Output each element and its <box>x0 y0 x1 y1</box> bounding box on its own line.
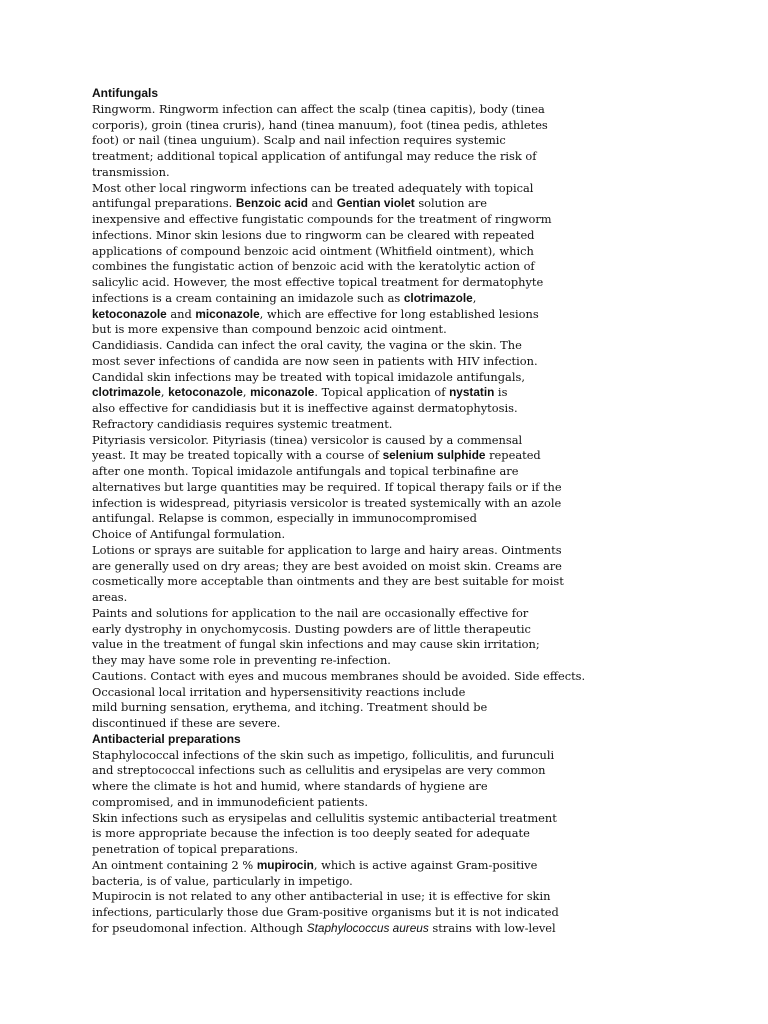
text-segment: penetration of topical preparations. <box>92 842 299 856</box>
text-line <box>92 889 652 905</box>
text-line <box>92 275 652 291</box>
text-line <box>92 716 652 732</box>
text-line <box>92 921 652 937</box>
drug-name: Gentian violet <box>336 196 415 211</box>
text-segment: value in the treatment of fungal skin infections and may cause skin irritation; <box>92 637 540 652</box>
text-line <box>92 385 652 401</box>
drug-name: miconazole <box>250 385 315 400</box>
text-line <box>92 118 652 134</box>
text-segment: yeast. It may be treated topically with a course of <box>92 448 383 463</box>
text-line <box>92 496 652 512</box>
text-segment: and <box>166 306 196 321</box>
text-line <box>92 527 652 543</box>
text-line <box>92 606 652 622</box>
text-line <box>92 622 652 638</box>
text-segment: Cautions. Contact with eyes and mucous membranes should be avoided. Side effects. <box>92 668 586 683</box>
text-segment: . Topical application of <box>314 385 450 400</box>
text-line <box>92 826 652 842</box>
text-segment: solution are <box>414 196 488 211</box>
text-segment: corporis), groin (tinea cruris), hand (tinea manuum), foot (tinea pedis, athletes <box>92 117 548 132</box>
text-segment: they may have some role in preventing re-infection. <box>92 653 391 667</box>
heading-text: Antifungals <box>92 86 158 100</box>
text-segment: areas. <box>92 590 128 604</box>
text-line <box>92 543 652 559</box>
section-heading <box>92 732 652 748</box>
text-segment: infection is widespread, pityriasis versicolor is treated systemically with an azole <box>92 495 562 510</box>
text-line <box>92 322 652 338</box>
text-line <box>92 259 652 275</box>
text-segment: , <box>160 385 169 400</box>
text-segment: antifungal preparations. <box>92 196 236 211</box>
text-line <box>92 669 652 685</box>
drug-name: miconazole <box>195 306 260 321</box>
text-segment: Skin infections such as erysipelas and cellulitis systemic antibacterial treatment <box>92 810 557 825</box>
text-line <box>92 133 652 149</box>
text-line <box>92 748 652 764</box>
text-line <box>92 181 652 197</box>
text-segment: , <box>472 290 477 305</box>
text-line <box>92 196 652 212</box>
text-segment: Most other local ringworm infections can be treated adequately with topical <box>92 180 534 195</box>
text-line <box>92 858 652 874</box>
drug-name: mupirocin <box>256 857 314 872</box>
text-segment: Lotions or sprays are suitable for application to large and hairy areas. Ointments <box>92 542 562 557</box>
text-segment: early dystrophy in onychomycosis. Dusting powders are of little therapeutic <box>92 621 531 636</box>
text-line <box>92 559 652 575</box>
document-page <box>92 86 652 937</box>
text-segment: bacteria, is of value, particularly in impetigo. <box>92 873 353 888</box>
text-line <box>92 795 652 811</box>
text-segment: treatment; additional topical application of antifungal may reduce the risk of <box>92 149 537 163</box>
text-line <box>92 685 652 701</box>
text-segment: compromised, and in immunodeficient patients. <box>92 794 368 809</box>
text-line <box>92 763 652 779</box>
text-line <box>92 574 652 590</box>
text-line <box>92 433 652 449</box>
text-segment: infections, particularly those due Gram-positive organisms but it is not indicated <box>92 905 559 919</box>
text-segment: , <box>242 385 251 400</box>
drug-name: clotrimazole <box>403 290 473 305</box>
text-segment: foot) or nail (tinea unguium). Scalp and nail infection requires systemic <box>92 133 506 148</box>
text-segment: Candidal skin infections may be treated with topical imidazole antifungals, <box>92 369 525 384</box>
text-line <box>92 149 652 165</box>
text-segment: after one month. Topical imidazole antifungals and topical terbinafine are <box>92 464 519 478</box>
text-line <box>92 511 652 527</box>
text-segment: alternatives but large quantities may be required. If topical therapy fails or if the <box>92 479 562 494</box>
drug-name: nystatin <box>449 385 495 400</box>
text-segment: An ointment containing 2 % <box>92 857 257 872</box>
text-segment: Mupirocin is not related to any other antibacterial in use; it is effective for skin <box>92 889 551 904</box>
text-segment: combines the fungistatic action of benzoic acid with the keratolytic action of <box>92 259 535 274</box>
text-line <box>92 464 652 480</box>
text-line <box>92 417 652 433</box>
text-line <box>92 905 652 921</box>
section-heading <box>92 86 652 102</box>
text-line <box>92 244 652 260</box>
text-segment: cosmetically more acceptable than ointments and they are best suitable for moist <box>92 574 564 589</box>
text-segment: Ringworm. Ringworm infection can affect the scalp (tinea capitis), body (tinea <box>92 101 545 116</box>
text-segment: but is more expensive than compound benzoic acid ointment. <box>92 322 447 337</box>
text-segment: and streptococcal infections such as cellulitis and erysipelas are very common <box>92 763 546 778</box>
text-line <box>92 307 652 323</box>
text-segment: also effective for candidiasis but it is ineffective against dermatophytosis. <box>92 401 518 415</box>
text-segment: Candidiasis. Candida can infect the oral cavity, the vagina or the skin. The <box>92 338 522 352</box>
text-segment: strains with low-level <box>428 920 556 935</box>
text-segment: for pseudomonal infection. Although <box>92 920 307 935</box>
drug-name: selenium sulphide <box>382 448 486 463</box>
text-line <box>92 653 652 669</box>
text-line <box>92 480 652 496</box>
text-segment: where the climate is hot and humid, where standards of hygiene are <box>92 779 488 793</box>
text-line <box>92 338 652 354</box>
text-segment: is more appropriate because the infection is too deeply seated for adequate <box>92 826 530 841</box>
text-segment: inexpensive and effective fungistatic compounds for the treatment of ringworm <box>92 212 552 226</box>
text-segment: mild burning sensation, erythema, and itching. Treatment should be <box>92 700 488 715</box>
text-line <box>92 874 652 890</box>
text-segment: , which are effective for long established lesions <box>259 306 539 321</box>
text-line <box>92 212 652 228</box>
text-line <box>92 842 652 858</box>
text-line <box>92 401 652 417</box>
drug-name: ketoconazole <box>92 306 167 321</box>
organism-name: Staphylococcus aureus <box>306 920 429 935</box>
text-line <box>92 811 652 827</box>
text-segment: are generally used on dry areas; they are best avoided on moist skin. Creams are <box>92 558 562 573</box>
heading-text: Antibacterial preparations <box>92 731 241 746</box>
drug-name: clotrimazole <box>92 385 161 400</box>
text-segment: , which is active against Gram-positive <box>313 857 538 872</box>
text-segment: infections. Minor skin lesions due to ringworm can be cleared with repeated <box>92 227 535 242</box>
text-line <box>92 354 652 370</box>
text-line <box>92 165 652 181</box>
text-line <box>92 590 652 606</box>
text-segment: is <box>494 385 508 400</box>
drug-name: Benzoic acid <box>235 196 309 211</box>
text-line <box>92 291 652 307</box>
text-segment: antifungal. Relapse is common, especially in immunocompromised <box>92 511 477 526</box>
text-segment: Staphylococcal infections of the skin such as impetigo, folliculitis, and furunculi <box>92 747 555 762</box>
text-line <box>92 102 652 118</box>
text-segment: most sever infections of candida are now seen in patients with HIV infection. <box>92 353 538 368</box>
text-line <box>92 779 652 795</box>
text-segment: repeated <box>485 448 541 463</box>
drug-name: ketoconazole <box>168 385 243 400</box>
text-segment: Choice of Antifungal formulation. <box>92 527 286 541</box>
text-segment: salicylic acid. However, the most effective topical treatment for dermatophyte <box>92 275 544 289</box>
text-line <box>92 228 652 244</box>
text-line <box>92 700 652 716</box>
text-segment: discontinued if these are severe. <box>92 716 281 730</box>
text-line <box>92 448 652 464</box>
text-segment: Refractory candidiasis requires systemic treatment. <box>92 416 393 431</box>
text-segment: and <box>308 196 337 211</box>
text-line <box>92 637 652 653</box>
text-line <box>92 370 652 386</box>
text-segment: infections is a cream containing an imidazole such as <box>92 290 404 305</box>
text-segment: transmission. <box>92 164 170 179</box>
text-segment: Pityriasis versicolor. Pityriasis (tinea) versicolor is caused by a commensal <box>92 432 523 447</box>
text-segment: Paints and solutions for application to the nail are occasionally effective for <box>92 605 529 620</box>
text-segment: applications of compound benzoic acid ointment (Whitfield ointment), which <box>92 243 534 258</box>
text-segment: Occasional local irritation and hypersensitivity reactions include <box>92 684 466 699</box>
